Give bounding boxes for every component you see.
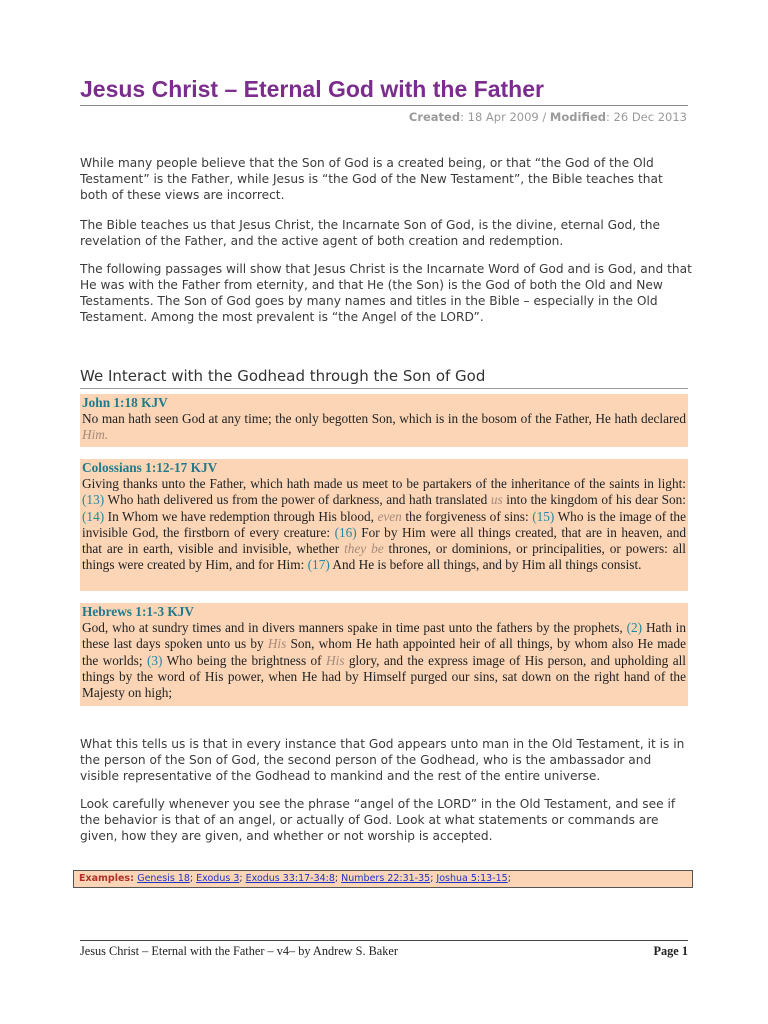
verse-text-john bbox=[82, 411, 686, 443]
title-divider bbox=[80, 105, 688, 106]
verse-number: (2) bbox=[626, 620, 643, 636]
verse-block-john bbox=[80, 394, 688, 447]
verse-text-segment: And He is before all things, and by Him all things consist. bbox=[329, 557, 642, 573]
verse-text-segment: No man hath seen God at any time; the only begotten Son, which is in the bosom of the Father, He hath declared bbox=[82, 411, 686, 427]
verse-text-segment: thrones, or dominions, or principalities, or powers: all things were created by Him, and for Him: bbox=[82, 541, 686, 573]
verse-text-segment: into the kingdom of his dear Son: bbox=[502, 492, 686, 508]
examples-label: Examples bbox=[79, 873, 131, 884]
verse-number: (15) bbox=[532, 508, 555, 524]
created-label: Created bbox=[408, 110, 461, 124]
verse-text-hebrews bbox=[82, 620, 686, 701]
examples-bar: Examples: Genesis 18; Exodus 3; Exodus 33:17-34:8; Numbers 22:31-35; Joshua 5:13-15; bbox=[73, 870, 693, 888]
verse-text-segment: glory, and the express image of His person, and upholding all things by the word of His power, when He had by Himself purged our sins, sat down on the right hand of the Majesty on high; bbox=[82, 652, 686, 701]
verse-text-segment: Hath in these last days spoken unto us by bbox=[82, 620, 686, 652]
verse-number: (13) bbox=[82, 492, 105, 508]
verse-text-colossians bbox=[82, 476, 686, 573]
verse-text-segment: God, who at sundry times and in divers manners spake in time past unto the fathers by the prophets, bbox=[82, 620, 627, 636]
verse-italic-word: Him. bbox=[82, 427, 109, 443]
verse-text-segment: For by Him were all things created, that are in heaven, and that are in earth, visible and invisible, whether bbox=[82, 524, 686, 557]
created-date: : 18 Apr 2009 / bbox=[460, 110, 550, 124]
verse-text-segment: Who hath delivered us from the power of darkness, and hath translated bbox=[104, 492, 491, 508]
verse-text-segment: In Whom we have redemption through His blood, bbox=[104, 508, 378, 524]
intro-paragraph-2: The Bible teaches us that Jesus Christ, the Incarnate Son of God, is the divine, eternal God, the revelation of the Father, and the active agent of both creation and redemption. bbox=[80, 218, 661, 248]
verse-text-segment: Giving thanks unto the Father, which hath made us meet to be partakers of the inheritance of the saints in light: bbox=[82, 476, 686, 492]
verse-text-segment: Son, whom He hath appointed heir of all things, by whom also He made the worlds; bbox=[82, 636, 686, 668]
verse-block-colossians bbox=[80, 459, 688, 591]
page-title: Jesus Christ – Eternal God with the Father bbox=[80, 76, 544, 102]
verse-italic-word: us bbox=[490, 492, 503, 508]
example-link-exodus-3[interactable]: Exodus 3 bbox=[196, 873, 240, 884]
verse-text-segment: the forgiveness of sins: bbox=[401, 508, 533, 524]
example-link-exodus-33[interactable]: Exodus 33:17-34:8 bbox=[245, 873, 335, 884]
verse-block-hebrews bbox=[80, 603, 688, 706]
verse-text-segment: Who being the brightness of bbox=[162, 652, 327, 668]
section-heading: We Interact with the Godhead through the Son of God bbox=[80, 367, 486, 385]
footer-page-number: Page 1 bbox=[653, 944, 688, 958]
verse-italic-word: even bbox=[377, 508, 402, 524]
footer-divider bbox=[80, 940, 688, 941]
modified-date: : 26 Dec 2013 bbox=[606, 110, 687, 124]
verse-number: (3) bbox=[146, 652, 163, 668]
date-metadata bbox=[409, 110, 687, 124]
examples-colon: : bbox=[130, 873, 138, 884]
verse-italic-word: they be bbox=[344, 541, 384, 557]
intro-paragraph-3: The following passages will show that Jesus Christ is the Incarnate Word of God and is God, and that He was with the Father from eternity, and that He (the Son) is the God of both the Old and New Testaments. The Son of God goes by many names and titles in the Bible – especially in the Old Testament. Among the most prevalent is “the Angel of the LORD”. bbox=[80, 262, 692, 324]
verse-italic-word: His bbox=[267, 636, 287, 652]
verse-italic-word: His bbox=[326, 652, 345, 668]
verse-reference-hebrews: Hebrews 1:1-3 KJV bbox=[82, 604, 195, 619]
verse-number: (17) bbox=[307, 557, 330, 573]
example-link-numbers-22[interactable]: Numbers 22:31-35 bbox=[341, 873, 431, 884]
footer-document-title: Jesus Christ – Eternal with the Father – v4– by Andrew S. Baker bbox=[80, 944, 398, 958]
conclusion-paragraph-2: Look carefully whenever you see the phrase “angel of the LORD” in the Old Testament, and see if the behavior is that of an angel, or actually of God. Look at what statements or commands are given, how they are given, and whether or not worship is accepted. bbox=[80, 797, 676, 843]
example-link-joshua-5[interactable]: Joshua 5:13-15 bbox=[436, 873, 508, 884]
example-link-genesis-18[interactable]: Genesis 18 bbox=[137, 873, 190, 884]
verse-text-segment: Who is the image of the invisible God, the firstborn of every creature: bbox=[82, 508, 686, 540]
intro-paragraph-1: While many people believe that the Son of God is a created being, or that “the God of the Old Testament” is the Father, while Jesus is “the God of the New Testament”, the Bible teaches that both of these views are incorrect. bbox=[80, 156, 663, 202]
verse-number: (16) bbox=[334, 524, 357, 540]
section-divider bbox=[80, 388, 688, 389]
modified-label: Modified bbox=[549, 110, 606, 124]
verse-number: (14) bbox=[82, 508, 105, 524]
verse-reference-john: John 1:18 KJV bbox=[82, 395, 168, 410]
verse-reference-colossians: Colossians 1:12-17 KJV bbox=[82, 460, 218, 475]
conclusion-paragraph-1: What this tells us is that in every instance that God appears unto man in the Old Testament, it is in the person of the Son of God, the second person of the Godhead, who is the ambassador and visible representative of the Godhead to mankind and the rest of the entire universe. bbox=[80, 737, 685, 783]
